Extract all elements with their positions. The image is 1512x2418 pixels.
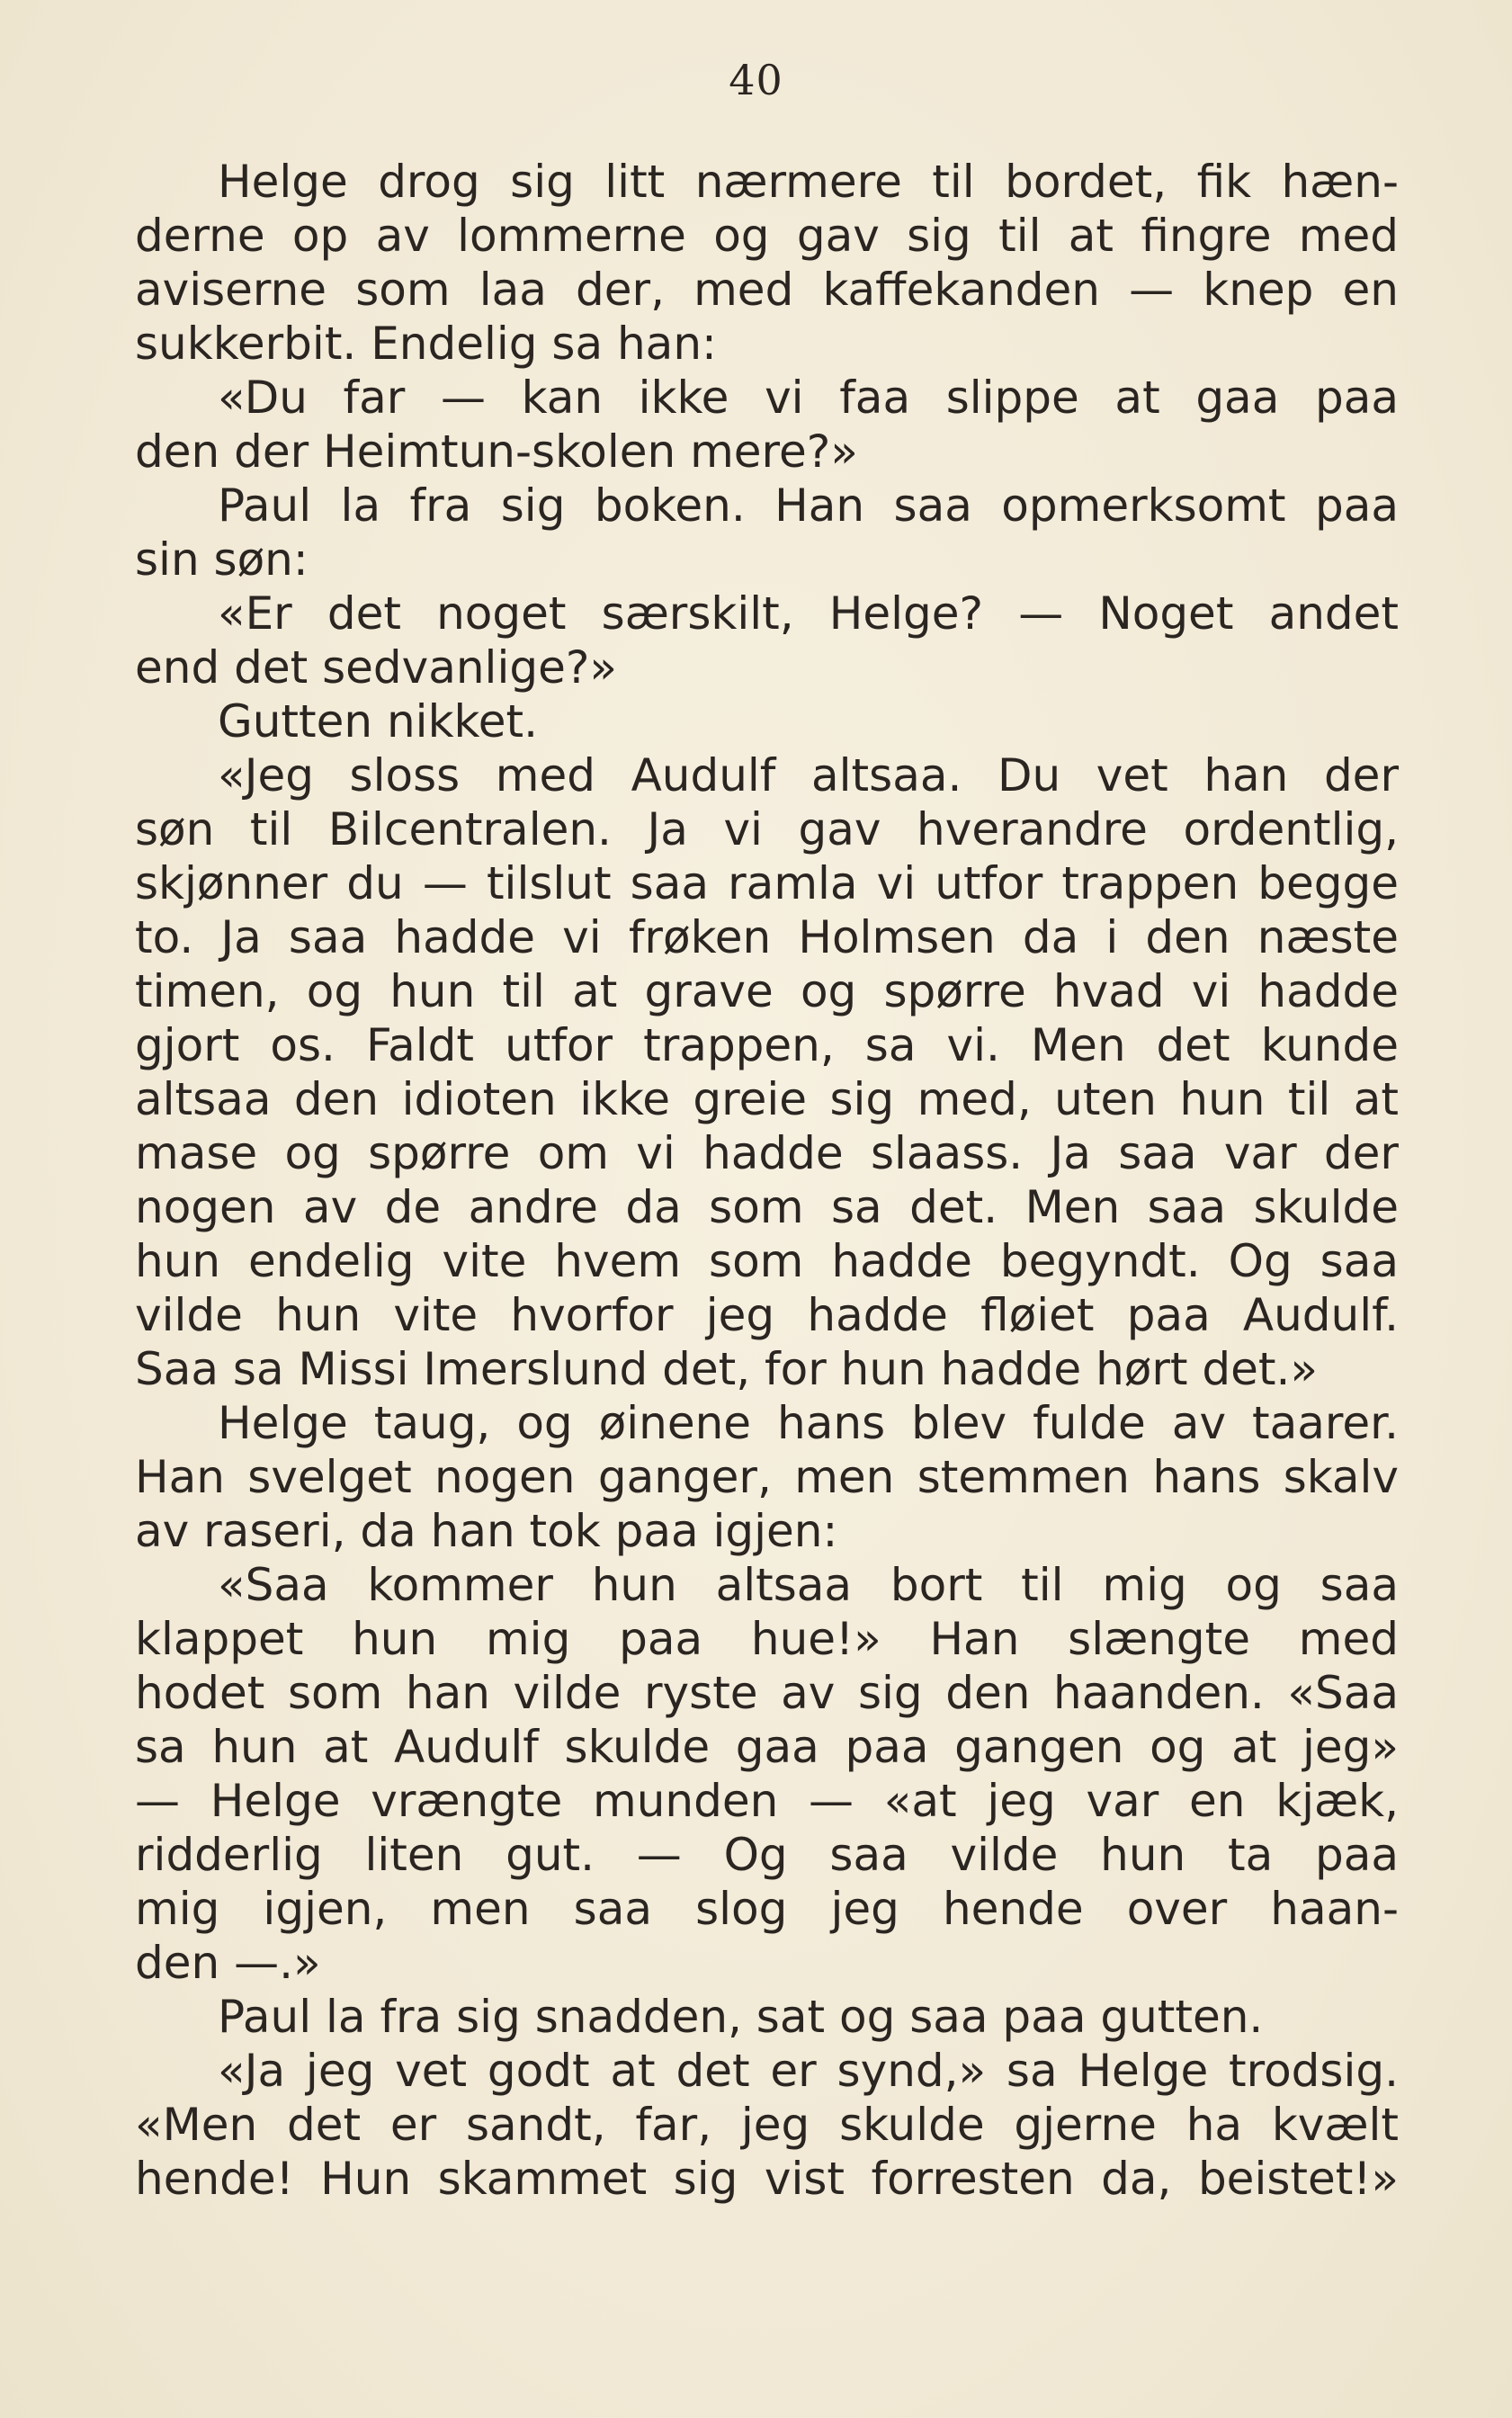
text-line: skjønner du — tilslut saa ramla vi utfor trappen begge [135, 857, 1399, 909]
text-line: «Saa kommer hun altsaa bort til mig og saa [218, 1559, 1399, 1611]
text-line: Paul la fra sig boken. Han saa opmerksomt paa [218, 479, 1399, 532]
text-line: ridderlig liten gut. — Og saa vilde hun ta paa [135, 1829, 1399, 1881]
text-line: mig igjen, men saa slog jeg hende over haan- [135, 1883, 1399, 1935]
text-line: søn til Bilcentralen. Ja vi gav hverandre ordentlig, [135, 803, 1399, 855]
text-line: Paul la fra sig snadden, sat og saa paa gutten. [218, 1991, 1264, 2043]
text-line: gjort os. Faldt utfor trappen, sa vi. Men det kunde [135, 1019, 1399, 1071]
text-line: hodet som han vilde ryste av sig den haanden. «Saa [135, 1667, 1399, 1719]
text-line: to. Ja saa hadde vi frøken Holmsen da i den næste [135, 911, 1399, 963]
text-line: den —.» [135, 1937, 321, 1989]
text-line: sin søn: [135, 533, 309, 586]
text-line: Helge drog sig litt nærmere til bordet, fik hæn- [218, 156, 1399, 208]
text-line: nogen av de andre da som sa det. Men saa skulde [135, 1181, 1399, 1233]
text-line: hun endelig vite hvem som hadde begyndt. Og saa [135, 1235, 1399, 1287]
text-line: Saa sa Missi Imerslund det, for hun hadde hørt det.» [135, 1343, 1319, 1395]
text-line: klappet hun mig paa hue!» Han slængte med [135, 1613, 1399, 1665]
body-text [135, 155, 1399, 2206]
text-line: aviserne som laa der, med kaffekanden — knep en [135, 264, 1399, 316]
text-line: den der Heimtun-skolen mere?» [135, 425, 858, 478]
text-line: Gutten nikket. [218, 695, 538, 748]
text-line: «Er det noget særskilt, Helge? — Noget andet [218, 587, 1399, 640]
text-line: hende! Hun skammet sig vist forresten da, beistet!» [135, 2153, 1399, 2205]
text-line: mase og spørre om vi hadde slaass. Ja saa var der [135, 1127, 1399, 1179]
text-line: «Ja jeg vet godt at det er synd,» sa Helge trodsig. [218, 2045, 1399, 2097]
text-line: «Men det er sandt, far, jeg skulde gjerne ha kvælt [135, 2099, 1399, 2151]
text-line: sa hun at Audulf skulde gaa paa gangen og at jeg» [135, 1721, 1399, 1773]
text-line: altsaa den idioten ikke greie sig med, uten hun til at [135, 1073, 1399, 1125]
text-line: derne op av lommerne og gav sig til at fingre med [135, 210, 1399, 262]
text-line: «Du far — kan ikke vi faa slippe at gaa paa [218, 372, 1399, 424]
text-line: vilde hun vite hvorfor jeg hadde fløiet paa Audulf. [135, 1289, 1399, 1341]
text-line: «Jeg sloss med Audulf altsaa. Du vet han der [218, 749, 1399, 802]
text-line: — Helge vrængte munden — «at jeg var en kjæk, [135, 1775, 1399, 1827]
page-number: 40 [729, 56, 783, 104]
text-line: sukkerbit. Endelig sa han: [135, 318, 717, 370]
text-line: end det sedvanlige?» [135, 641, 617, 694]
text-line: Han svelget nogen ganger, men stemmen hans skalv [135, 1451, 1399, 1503]
text-line: timen, og hun til at grave og spørre hvad vi hadde [135, 965, 1399, 1017]
text-line: Helge taug, og øinene hans blev fulde av taarer. [218, 1397, 1399, 1449]
text-line: av raseri, da han tok paa igjen: [135, 1505, 838, 1557]
